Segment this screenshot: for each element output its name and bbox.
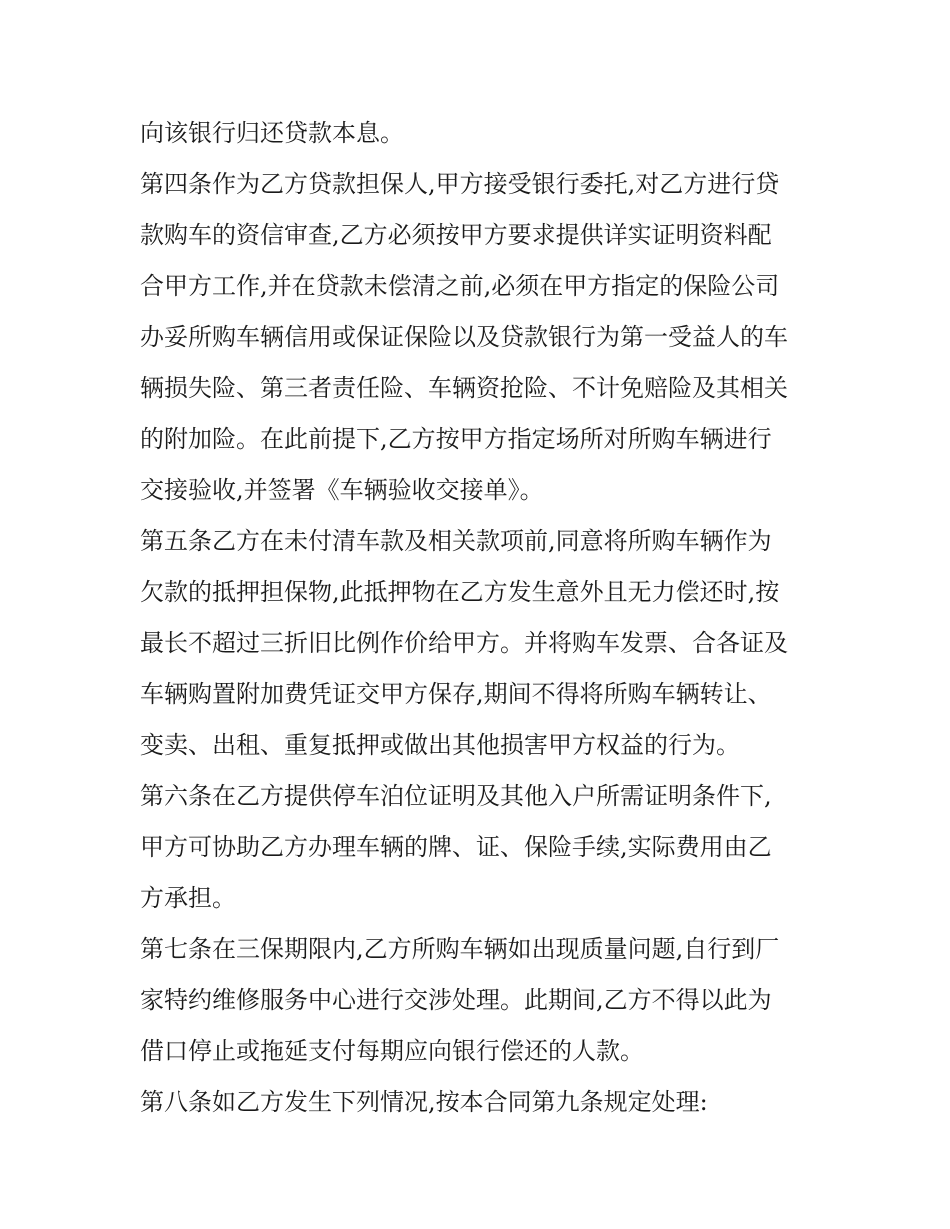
text-line: 第四条作为乙方贷款担保人,甲方接受银行委托,对乙方进行贷 xyxy=(140,170,780,198)
text-line: 办妥所购车辆信用或保证保险以及贷款银行为第一受益人的车 xyxy=(140,323,788,351)
text-line: 的附加险。在此前提下,乙方按甲方指定场所对所购车辆进行 xyxy=(140,425,772,453)
text-line: 方承担。 xyxy=(140,884,236,912)
text-line: 第八条如乙方发生下列情况,按本合同第九条规定处理: xyxy=(140,1088,708,1116)
text-line: 最长不超过三折旧比例作价给甲方。并将购车发票、合各证及 xyxy=(140,629,788,657)
text-line: 第七条在三保期限内,乙方所购车辆如出现质量问题,自行到厂 xyxy=(140,935,780,963)
text-line: 车辆购置附加费凭证交甲方保存,期间不得将所购车辆转让、 xyxy=(140,680,772,708)
text-line: 交接验收,并签署《车辆验收交接单》。 xyxy=(140,476,544,504)
document-body xyxy=(140,108,820,1128)
text-line: 辆损失险、第三者责任险、车辆资抢险、不计免赔险及其相关 xyxy=(140,374,788,402)
text-line: 家特约维修服务中心进行交涉处理。此期间,乙方不得以此为 xyxy=(140,986,772,1014)
text-line: 变卖、出租、重复抵押或做出其他损害甲方权益的行为。 xyxy=(140,731,740,759)
text-line: 甲方可协助乙方办理车辆的牌、证、保险手续,实际费用由乙 xyxy=(140,833,772,861)
text-line: 第五条乙方在未付清车款及相关款项前,同意将所购车辆作为 xyxy=(140,527,772,555)
text-line: 向该银行归还贷款本息。 xyxy=(140,119,404,147)
text-line: 款购车的资信审查,乙方必须按甲方要求提供详实证明资料配 xyxy=(140,221,772,249)
text-line: 第六条在乙方提供停车泊位证明及其他入户所需证明条件下, xyxy=(140,782,772,810)
text-line: 欠款的抵押担保物,此抵押物在乙方发生意外且无力偿还时,按 xyxy=(140,578,780,606)
text-line: 合甲方工作,并在贷款未偿清之前,必须在甲方指定的保险公司 xyxy=(140,272,780,300)
text-line: 借口停止或拖延支付每期应向银行偿还的人款。 xyxy=(140,1037,644,1065)
